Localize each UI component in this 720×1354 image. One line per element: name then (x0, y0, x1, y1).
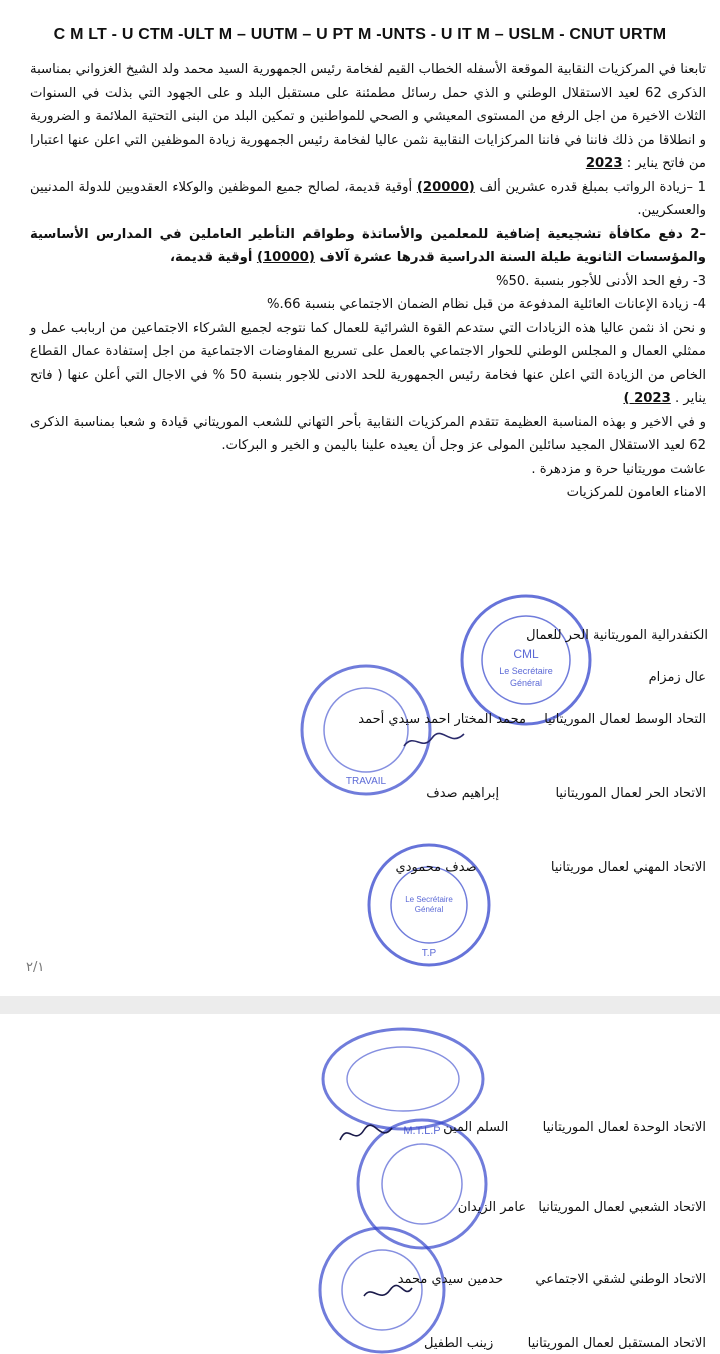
document-page-2 (0, 1014, 720, 1354)
long-live-line: عاشت موريتانيا حرة و مزدهرة . (531, 461, 706, 477)
point-3: 3- رفع الحد الأدنى للأجور بنسبة .50% (495, 273, 706, 289)
year-2023: 2023 (585, 156, 623, 171)
svg-text:Général: Général (414, 905, 444, 914)
page-separator (0, 996, 720, 1014)
tp-stamp-text: T.P (421, 948, 437, 959)
signatory-upwm: الاتحاد الشعبي لعمال الموريتانيا عامر الزيدان (457, 1200, 706, 1215)
secretaries-general-line: الامناء العامون للمركزيات (566, 485, 706, 500)
signatory-name: صدف محمودي (395, 860, 477, 875)
svg-text:Le Secrétaire: Le Secrétaire (499, 666, 553, 676)
letter-body (30, 58, 706, 505)
cml-stamp (456, 590, 596, 730)
signatory-name: عامر الزيدان (457, 1200, 527, 1215)
intro-paragraph: تابعنا في المركزيات النقابية الموقعة الأسفله الخطاب القيم لفخامة رئيس الجمهورية السيد محمد ولد الشيخ الغزواني بمناسبة الذكرى 62 لعيد الاستقلال الوطني و الذي حمل رسائل مطمئنة على مستقبل البلد و على الجهود التي بذلت في السنوات الثلاث الاخيرة من اجل الرفع من المستوى المعيشي و الصحي للمواطنين و تمكين البلد من البنى التحتية الملائمة و الضرورية و انطلاقا من ذلك فاننا في فاننا المركزايات النقابية نثمن عاليا لفخامة رئيس الجمهورية زيادة الموظفين التي اعلن عنها اعتبارا من فاتح يناير : 2023 (30, 62, 706, 171)
signature-scribble (360, 1280, 416, 1306)
signatory-ult: الاتحاد الحر لعمال الموريتانيا إبراهيم صدف (426, 786, 706, 801)
signatory-name: حدمين سيدي محمد (397, 1272, 504, 1287)
signatory-name: زينب الطفيل (424, 1336, 494, 1351)
signatory-name: محمد المختار احمد سيدي أحمد (358, 712, 526, 727)
union-acronyms-header: C M LT - U CTM -ULT M – UUTM – U PT M -UNTS - U IT M – USLM - CNUT URTM (53, 26, 667, 43)
signature-scribble (400, 728, 470, 754)
signatory-uiwm: الاتحاد المستقبل لعمال الموريتانيا زينب الطفيل (424, 1336, 706, 1351)
signatory-ucwm: التحاد الوسط لعمال الموريتانيا محمد المختار احمد سيدي أحمد (358, 712, 706, 727)
page-number: ٢/١ (26, 960, 45, 975)
signatory-cmlt: الكنفدرالية الموريتانية الحر للعمال (526, 628, 708, 643)
signatory-cmlt-name: عال زمزام (648, 670, 706, 685)
utm-stamp-text: M.T.L.P (403, 1125, 441, 1137)
point-4: 4- زيادة الإعانات العائلية المدفوعة من قبل نظام الضمان الاجتماعي بنسبة 66.% (267, 297, 706, 312)
svg-text:Général: Général (509, 678, 543, 688)
signatory-name: السلم المين (443, 1120, 509, 1135)
point-1: 1 –زيادة الرواتب بمبلغ قدره عشرين ألف (20000) أوقية قديمة، لصالح جميع الموظفين والوكلاء العقدويين للدولة المدنيين والعسكريين. (30, 179, 707, 218)
cml-stamp-text: CML (513, 647, 539, 661)
closing-paragraph: و في الاخير و بهذه المناسبة العظيمة تتقدم المركزيات النقابية بأحر التهاني للشعب الموريتاني قيادة و شعبا بمناسبة الذكرى 62 لعيد الاستقلال المجيد سائلين المولى عز وجل أن يعيده علينا باليمن و الخير و البركات. (30, 414, 706, 453)
point-2: –2 دفع مكافأة تشجيعية إضافية للمعلمين والأساتذة وطواقم التأطير العاملين في المدارس الأساسية والمؤسسات الثانوية طيلة السنة الدراسية قدرها عشرة آلاف (10000) أوقية قديمة، (30, 226, 706, 265)
signatory-uwm: الاتحاد الوحدة لعمال الموريتانيا السلم المين (443, 1120, 706, 1135)
signatory-upm: الاتحاد المهني لعمال موريتانيا صدف محمودي (395, 860, 706, 875)
signature-scribble (336, 1120, 396, 1148)
appeal-paragraph: و نحن اذ نثمن عاليا هذه الزيادات التي ستدعم القوة الشرائية للعمال كما نتوجه لجميع الشركاء الاجتماعين من اربابب عمل و ممثلي العمال و المجلس الوطني للحوار الاجتماعي بالعمل على تسريع المفاوضات الاجتماعية من اجل إستفادة عمال القطاع الخاص من الزيادة التي اعلن عنها فخامة رئيس الجمهورية للحد الادنى للاجور بنسبة 50 % في الاجال التي أعلن عنها ( فاتح يناير . 2023 ) (30, 320, 707, 406)
travail-stamp-text: TRAVAIL (345, 776, 387, 787)
signatory-unts: الاتحاد الوطني لشقي الاجتماعي حدمين سيدي محمد (397, 1272, 706, 1287)
signatory-name: إبراهيم صدف (426, 786, 500, 801)
svg-text:Le Secrétaire: Le Secrétaire (405, 895, 453, 904)
